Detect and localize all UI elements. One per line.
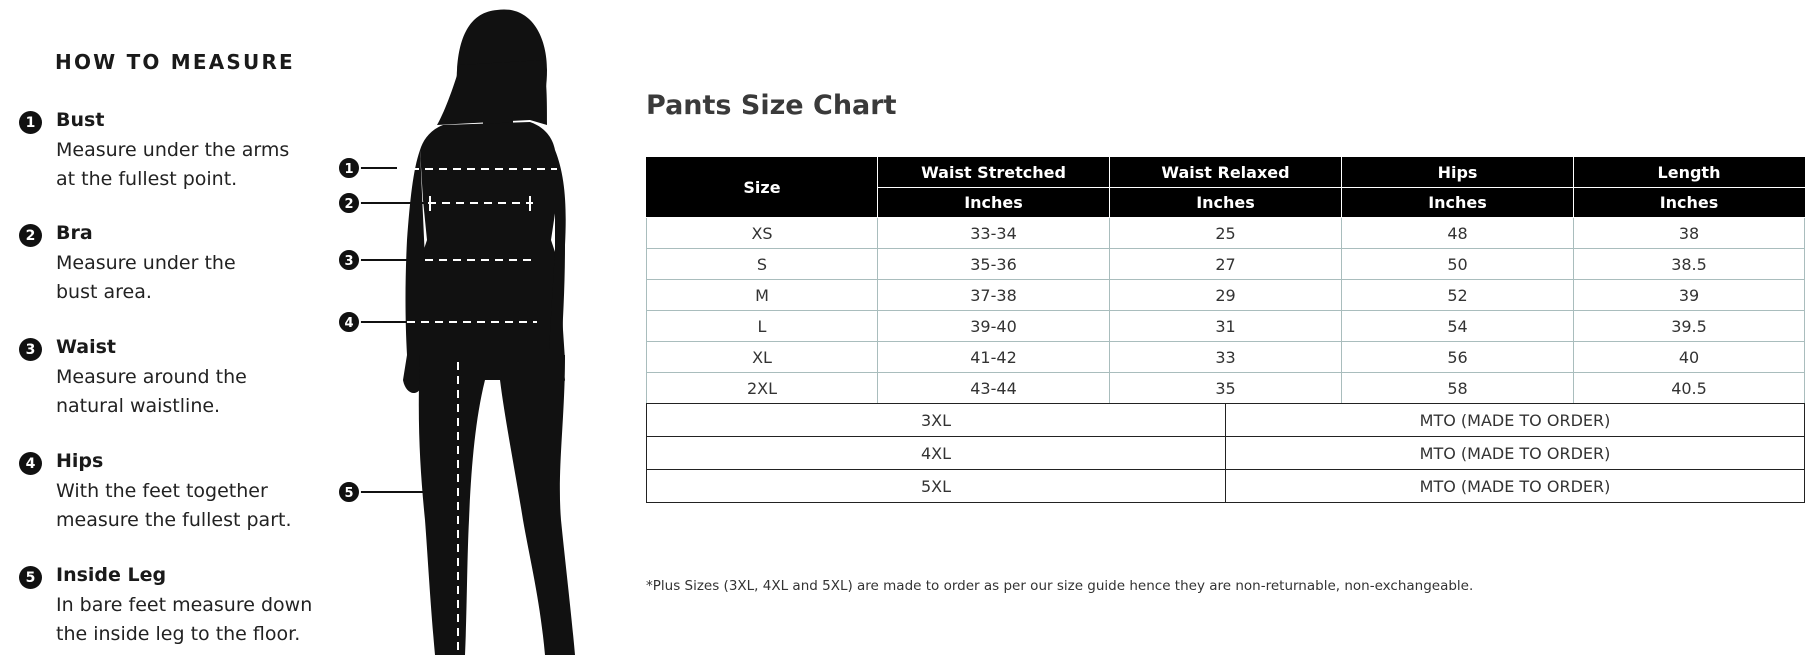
length-cell: 39.5 [1574,311,1805,342]
marker-label: 3 [344,254,354,269]
length-cell: 38 [1574,218,1805,249]
size-cell: XL [647,342,878,373]
hips-cell: 58 [1342,373,1574,404]
hips-cell: 52 [1342,280,1574,311]
waist-stretched-cell: 41-42 [878,342,1110,373]
table-row [647,311,1805,342]
header-unit: Inches [1110,188,1342,218]
size-cell: L [647,311,878,342]
marker-label: 5 [344,486,354,501]
size-cell: XS [647,218,878,249]
waist-relaxed-cell: 29 [1110,280,1342,311]
mto-cell: MTO (MADE TO ORDER) [1226,404,1805,437]
waist-stretched-cell: 35-36 [878,249,1110,280]
mto-cell: MTO (MADE TO ORDER) [1226,437,1805,470]
step-number-badge: 4 [19,452,42,475]
header-unit: Inches [878,188,1110,218]
table-row [647,218,1805,249]
step-description: In bare feet measure down the inside leg to the floor. [56,594,313,645]
waist-stretched-cell: 43-44 [878,373,1110,404]
step-name: Bust [56,109,105,131]
step-description: Measure under the bust area. [56,252,236,303]
size-cell: S [647,249,878,280]
hips-cell: 50 [1342,249,1574,280]
step-description: With the feet together measure the fullest part. [56,480,292,531]
waist-relaxed-cell: 27 [1110,249,1342,280]
marker-label: 4 [344,316,354,331]
made-to-order-table [646,403,1805,503]
table-row [647,373,1805,404]
waist-stretched-cell: 33-34 [878,218,1110,249]
step-description: Measure around the natural waistline. [56,366,247,417]
hips-cell: 56 [1342,342,1574,373]
how-to-measure-title: HOW TO MEASURE [55,50,295,74]
table-row [647,404,1805,437]
waist-stretched-cell: 39-40 [878,311,1110,342]
chart-title: Pants Size Chart [646,90,897,121]
length-cell: 40.5 [1574,373,1805,404]
mto-cell: MTO (MADE TO ORDER) [1226,470,1805,503]
marker-label: 1 [344,162,354,177]
table-row [647,470,1805,503]
step-description: Measure under the arms at the fullest point. [56,139,290,190]
header-unit: Inches [1574,188,1805,218]
plus-size-footnote: *Plus Sizes (3XL, 4XL and 5XL) are made to order as per our size guide hence they are non-returnable, non-exchangeable. [646,578,1474,594]
length-cell: 40 [1574,342,1805,373]
marker-label: 2 [344,197,354,212]
waist-stretched-cell: 37-38 [878,280,1110,311]
waist-relaxed-cell: 35 [1110,373,1342,404]
size-cell: 3XL [647,404,1226,437]
header-row [647,158,1805,188]
size-cell: M [647,280,878,311]
waist-relaxed-cell: 31 [1110,311,1342,342]
size-cell: 4XL [647,437,1226,470]
step-number-badge: 3 [19,338,42,361]
step-number-badge: 1 [19,111,42,134]
header-waist-stretched: Waist Stretched [878,158,1110,188]
hips-cell: 48 [1342,218,1574,249]
size-chart-table [646,157,1805,404]
step-name: Hips [56,450,104,472]
table-row [647,437,1805,470]
body-measurement-figure [325,0,595,655]
header-unit: Inches [1342,188,1574,218]
step-number-badge: 5 [19,566,42,589]
woman-silhouette-icon [325,0,595,655]
table-row [647,280,1805,311]
header-size: Size [647,158,878,218]
step-name: Inside Leg [56,564,167,586]
step-number-badge: 2 [19,224,42,247]
length-cell: 39 [1574,280,1805,311]
waist-relaxed-cell: 25 [1110,218,1342,249]
header-length: Length [1574,158,1805,188]
step-name: Waist [56,336,117,358]
step-name: Bra [56,222,93,244]
hips-cell: 54 [1342,311,1574,342]
header-hips: Hips [1342,158,1574,188]
table-row [647,342,1805,373]
length-cell: 38.5 [1574,249,1805,280]
size-cell: 2XL [647,373,878,404]
size-cell: 5XL [647,470,1226,503]
waist-relaxed-cell: 33 [1110,342,1342,373]
header-waist-relaxed: Waist Relaxed [1110,158,1342,188]
table-row [647,249,1805,280]
